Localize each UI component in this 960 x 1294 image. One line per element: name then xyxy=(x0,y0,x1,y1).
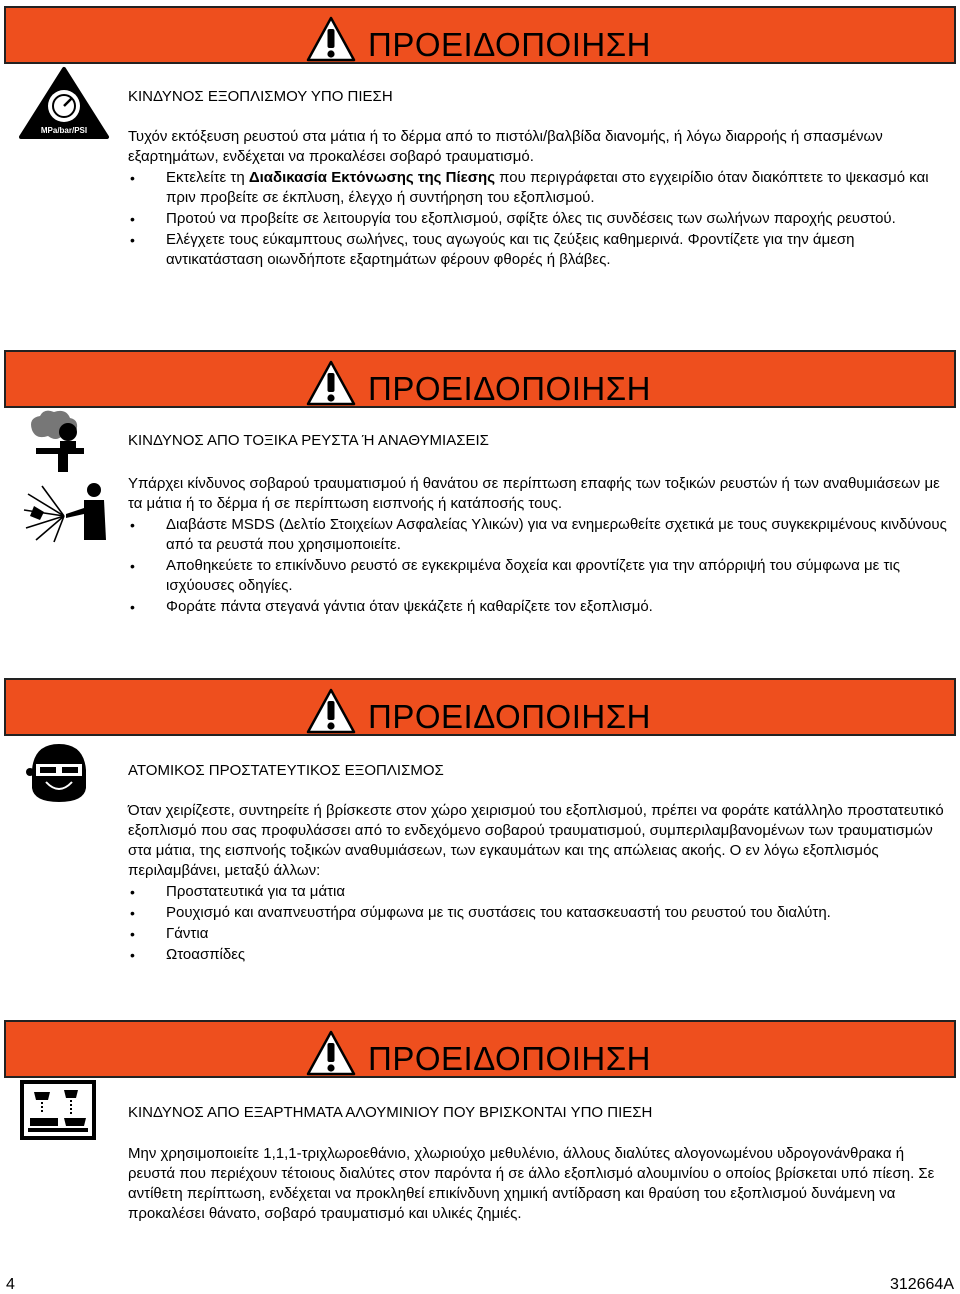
warning-triangle-icon xyxy=(306,688,356,734)
list-item: • Γάντια xyxy=(128,924,948,944)
section-heading: ΚΙΝΔΥΝΟΣ ΑΠΟ ΤΟΞΙΚΑ ΡΕΥΣΤΑ Ή ΑΝΑΘΥΜΙΑΣΕΙΣ xyxy=(128,432,489,449)
section-heading: ΚΙΝΔΥΝΟΣ ΑΠΟ ΕΞΑΡΤΗΜΑΤΑ ΑΛΟΥΜΙΝΙΟΥ ΠΟΥ ΒΡΙΣΚΟΝΤΑΙ ΥΠΟ ΠΙΕΣΗ xyxy=(128,1104,653,1121)
procedure-name: Διαδικασία Εκτόνωσης της Πίεσης xyxy=(248,169,495,186)
section-body xyxy=(128,474,948,617)
list-item: • Ωτοασπίδες xyxy=(128,945,948,965)
warning-triangle-icon xyxy=(306,360,356,406)
banner-title: ΠΡΟΕΙΔΟΠΟΙΗΣΗ xyxy=(368,26,651,63)
list-item: • Φοράτε πάντα στεγανά γάντια όταν ψεκάζετε ή καθαρίζετε τον εξοπλισμό. xyxy=(128,597,948,617)
warning-triangle-icon xyxy=(306,1030,356,1076)
warning-banner xyxy=(4,350,956,408)
list-item: • Προστατευτικά για τα μάτια xyxy=(128,882,948,902)
page-number: 4 xyxy=(6,1276,15,1293)
list-item: • Προτού να προβείτε σε λειτουργία του εξοπλισμού, σφίξτε όλες τις συνδέσεις των σωλήνων παροχής ρευστού. xyxy=(128,209,948,229)
list-item xyxy=(128,168,948,208)
section-intro: Τυχόν εκτόξευση ρευστού στα μάτια ή το δέρμα από το πιστόλι/βαλβίδα διανομής, ή λόγω διαρροής ή σπασμένων εξαρτημάτων, ενδέχεται να προκαλέσει σοβαρό τραυματισμό. xyxy=(128,128,883,165)
spray-injury-icon xyxy=(20,480,112,546)
list-item: • Ελέγχετε τους εύκαμπτους σωλήνες, τους αγωγούς και τις ζεύξεις καθημερινά. Φροντίζετε για την άμεση αντικατάσταση οιωνδήποτε εξαρτημάτων φέρουν φθορές ή βλάβες. xyxy=(128,230,948,270)
banner-title: ΠΡΟΕΙΔΟΠΟΙΗΣΗ xyxy=(368,698,651,735)
bullet-list xyxy=(128,168,948,270)
gauge-unit-label: MPa/bar/PSI xyxy=(40,126,88,135)
warning-triangle-icon xyxy=(306,16,356,62)
pressure-gauge-icon xyxy=(18,66,110,140)
warning-banner xyxy=(4,678,956,736)
bullet-text: Εκτελείτε τη xyxy=(166,169,249,186)
corrosive-icon xyxy=(20,1080,96,1140)
bullet-list xyxy=(128,515,948,617)
list-item: • Αποθηκεύετε το επικίνδυνο ρευστό σε εγκεκριμένα δοχεία και φροντίζετε για την απόρριψή του σύμφωνα με τις ισχύουσες οδηγίες. xyxy=(128,556,948,596)
section-intro: Μην χρησιμοποιείτε 1,1,1-τριχλωροεθάνιο, χλωριούχο μεθυλένιο, άλλους διαλύτες αλογονωμένου υδρογονάνθρακα ή ρευστά που περιέχουν τέτοιους διαλύτες στον παρόντα ή σε άλλο εξοπλισμό αλουμινίου ο οποίος βρίσκεται υπό πίεση. Σε αντίθετη περίπτωση, ενδέχεται να προκληθεί επικίνδυνη χημική αντίδραση και θραύση του εξοπλισμού δυνάμενη να προκαλέσει θάνατο, σοβαρό τραυματισμό και υλικές ζημιές. xyxy=(128,1145,935,1222)
warning-banner xyxy=(4,1020,956,1078)
bullet-list xyxy=(128,882,948,965)
list-item: • Ρουχισμό και αναπνευστήρα σύμφωνα με τις συστάσεις του κατασκευαστή του ρευστού του διαλύτη. xyxy=(128,903,948,923)
section-body xyxy=(128,127,948,270)
toxic-fumes-icon xyxy=(26,408,88,472)
section-body xyxy=(128,1144,948,1224)
protective-equipment-icon xyxy=(26,742,92,804)
banner-title: ΠΡΟΕΙΔΟΠΟΙΗΣΗ xyxy=(368,370,651,407)
section-heading: ΚΙΝΔΥΝΟΣ ΕΞΟΠΛΙΣΜΟΥ ΥΠΟ ΠΙΕΣΗ xyxy=(128,88,393,105)
document-number: 312664A xyxy=(889,1276,954,1293)
warning-banner xyxy=(4,6,956,64)
section-heading: ΑΤΟΜΙΚΟΣ ΠΡΟΣΤΑΤΕΥΤΙΚΟΣ ΕΞΟΠΛΙΣΜΟΣ xyxy=(128,762,444,779)
banner-title: ΠΡΟΕΙΔΟΠΟΙΗΣΗ xyxy=(368,1040,651,1077)
section-intro: Όταν χειρίζεστε, συντηρείτε ή βρίσκεστε στον χώρο χειρισμού του εξοπλισμού, πρέπει να φοράτε κατάλληλο προστατευτικό εξοπλισμό που σας προφυλάσσει από το ενδεχόμενο σοβαρού τραυματισμού, συμπεριλαμβανομένων των τραυματισμών στα μάτια, της εισπνοής τοξικών αναθυμιάσεων, των εγκαυμάτων και της απώλειας ακοής. Ο εν λόγω εξοπλισμός περιλαμβάνει, μεταξύ άλλων: xyxy=(128,802,944,879)
bullet-text: που περιγράφεται στο εγχειρίδιο όταν διακόπτετε το ψεκασμό και πριν προβείτε σε έκπλυση, έλεγχο ή συντήρηση του εξοπλισμού. xyxy=(166,169,929,206)
list-item: • Διαβάστε MSDS (Δελτίο Στοιχείων Ασφαλείας Υλικών) για να ενημερωθείτε σχετικά με τους συγκεκριμένους κινδύνους από τα ρευστά που χρησιμοποιείτε. xyxy=(128,515,948,555)
section-intro: Υπάρχει κίνδυνος σοβαρού τραυματισμού ή θανάτου σε περίπτωση επαφής των τοξικών ρευστών ή των αναθυμιάσεων με τα μάτια ή το δέρμα ή σε περίπτωση εισπνοής ή κατάποσής τους. xyxy=(128,475,940,512)
section-body xyxy=(128,801,948,965)
